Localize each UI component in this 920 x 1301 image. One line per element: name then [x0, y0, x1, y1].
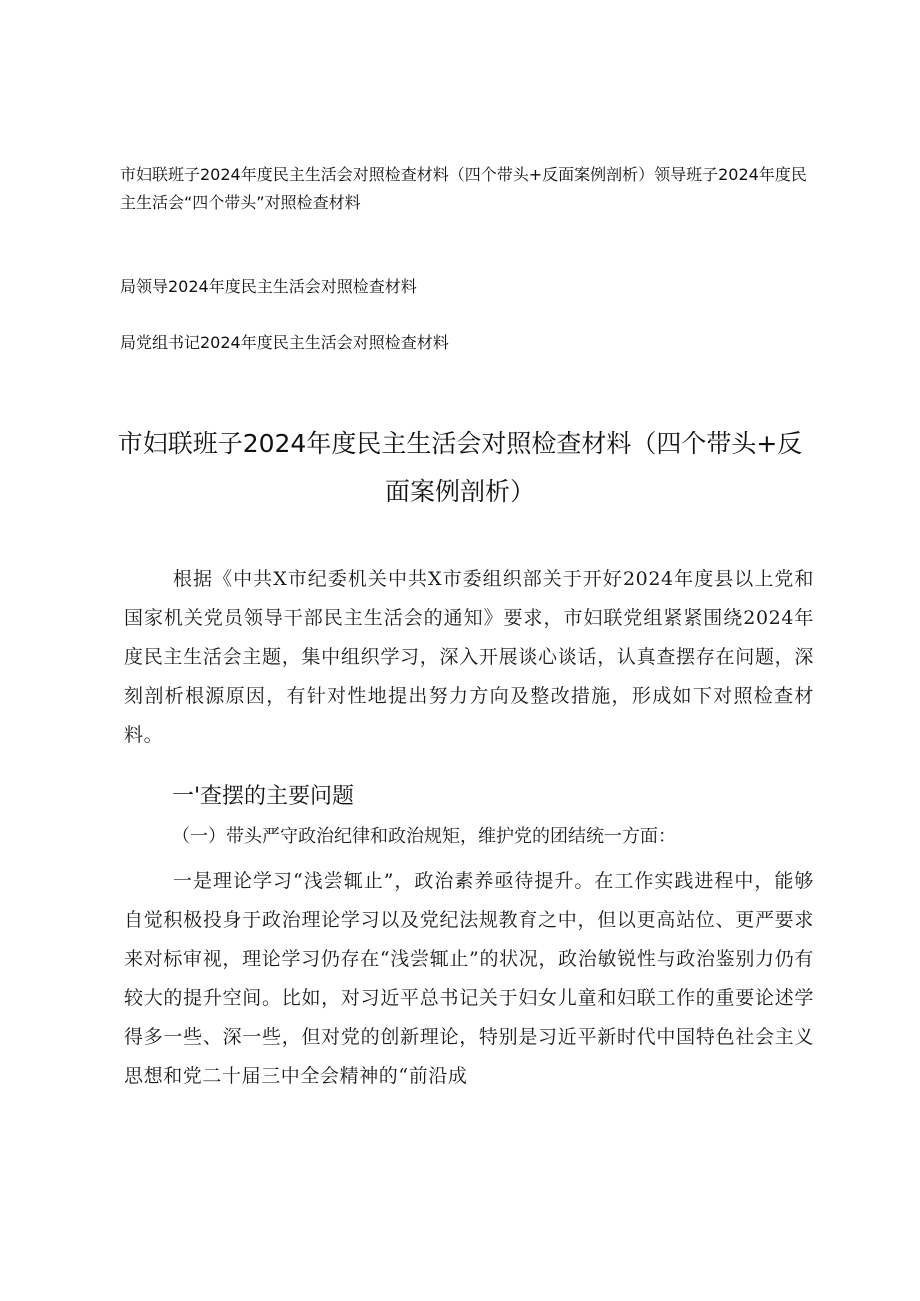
intro-paragraph: 根据《中共X市纪委机关中共X市委组织部关于开好2024年度县以上党和国家机关党员领导干部民主生活会的通知》要求，市妇联党组紧紧围绕2024年度民主生活会主题，集中组织学习，深入开展谈心谈话，认真查摆存在问题，深刻剖析根源原因，有针对性地提出努力方向及整改措施，形成如下对照检查材料。	[124, 568, 814, 746]
toc-entry-2[interactable]: 局领导2024年度民主生活会对照检查材料	[120, 277, 417, 296]
section-heading: 一'查摆的主要问题	[172, 784, 355, 809]
toc-entry-1[interactable]: 市妇联班子2024年度民主生活会对照检查材料（四个带头+反面案例剖析）领导班子2024年度民主生活会“四个带头”对照检查材料	[120, 165, 807, 212]
sub-heading: （一）带头严守政治纪律和政治规矩，维护党的团结统一方面：	[172, 826, 676, 847]
document-title: 市妇联班子2024年度民主生活会对照检查材料（四个带头+反面案例剖析）	[117, 429, 803, 506]
toc-entry-3[interactable]: 局党组书记2024年度民主生活会对照检查材料	[120, 333, 449, 352]
point-paragraph: 一是理论学习“浅尝辄止”，政治素养亟待提升。在工作实践进程中，能够自觉积极投身于政治理论学习以及党纪法规教育之中，但以更高站位、更严要求来对标审视，理论学习仍存在“浅尝辄止”的状况，政治敏锐性与政治鉴别力仍有较大的提升空间。比如，对习近平总书记关于妇女儿童和妇联工作的重要论述学得多一些、深一些，但对党的创新理论，特别是习近平新时代中国特色社会主义思想和党二十届三中全会精神的“前沿成	[124, 870, 814, 1087]
